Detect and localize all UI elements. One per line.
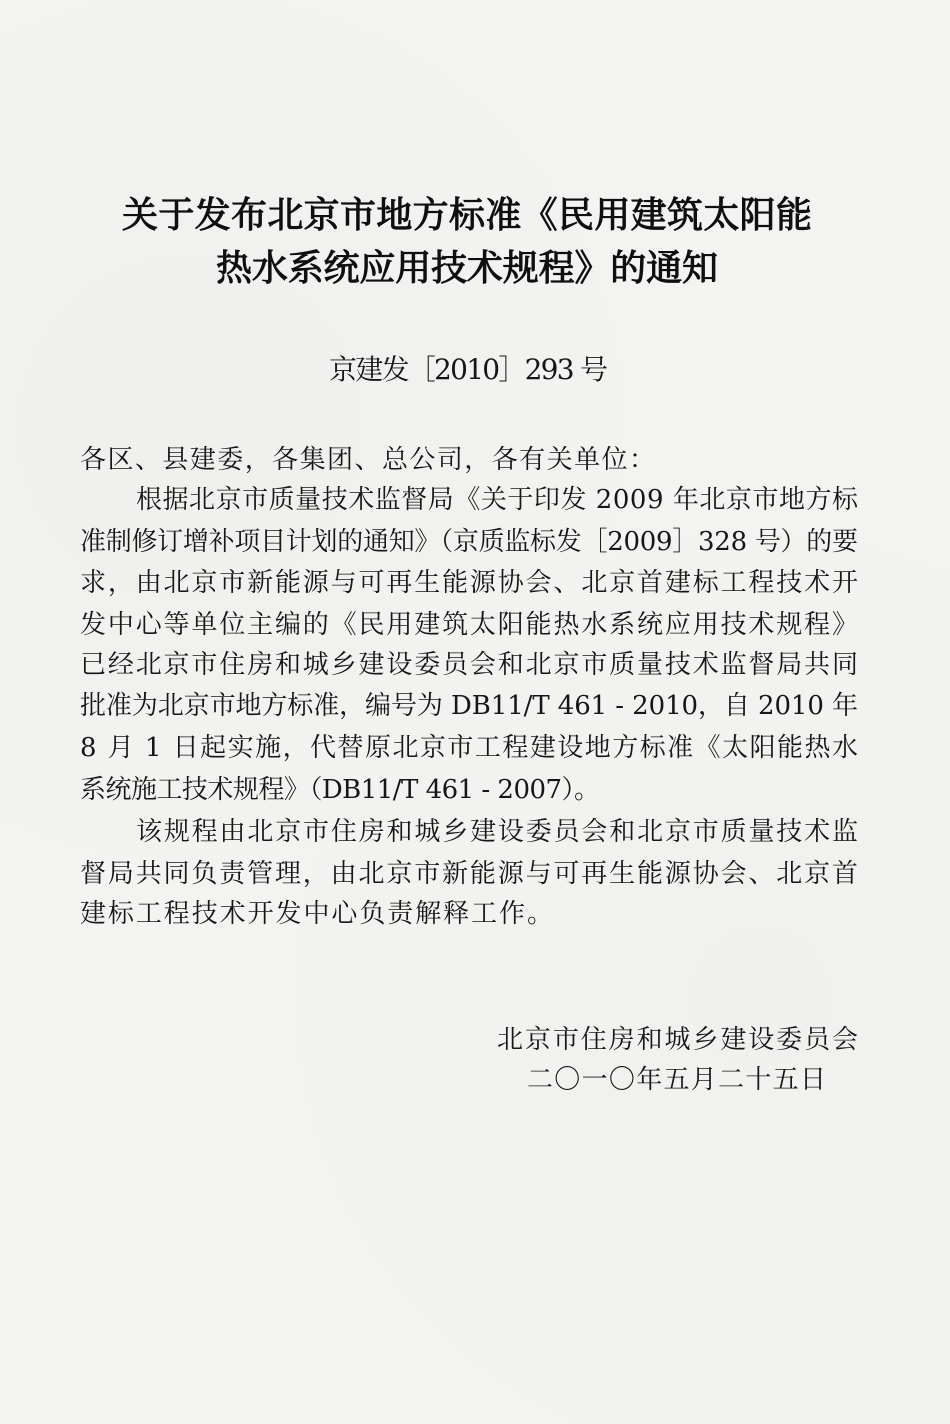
paragraph-1-line-1: 根据北京市质量技术监督局《关于印发 2009 年北京市地方标 bbox=[136, 485, 859, 515]
paragraph-1-line-6: 批准为北京市地方标准，编号为 DB11/T 461 - 2010，自 2010 年 bbox=[80, 691, 858, 721]
document-number: 京建发［2010］293 号 bbox=[329, 353, 607, 386]
salutation: 各区、县建委，各集团、总公司，各有关单位： bbox=[80, 445, 657, 475]
paragraph-1-line-7: 8 月 1 日起实施，代替原北京市工程建设地方标准《太阳能热水 bbox=[80, 733, 860, 763]
document-title-line-1: 关于发布北京市地方标准《民用建筑太阳能 bbox=[122, 194, 813, 236]
paragraph-1-line-4: 发中心等单位主编的《民用建筑太阳能热水系统应用技术规程》 bbox=[80, 610, 860, 640]
document-title-line-2: 热水系统应用技术规程》的通知 bbox=[216, 247, 718, 289]
paragraph-1-line-5: 已经北京市住房和城乡建设委员会和北京市质量技术监督局共同 bbox=[80, 650, 860, 680]
paragraph-2-line-1: 该规程由北京市住房和城乡建设委员会和北京市质量技术监 bbox=[136, 817, 860, 847]
paragraph-2-line-3: 建标工程技术开发中心负责解释工作。 bbox=[80, 899, 555, 929]
paragraph-1-line-3: 求，由北京市新能源与可再生能源协会、北京首建标工程技术开 bbox=[80, 568, 860, 598]
paragraph-1-line-2: 准制修订增补项目计划的通知》（京质监标发［2009］328 号）的要 bbox=[80, 527, 858, 557]
paragraph-2-line-2: 督局共同负责管理，由北京市新能源与可再生能源协会、北京首 bbox=[80, 859, 860, 889]
signature-issuer: 北京市住房和城乡建设委员会 bbox=[497, 1025, 860, 1055]
signature-date: 二〇一〇年五月二十五日 bbox=[527, 1065, 828, 1095]
paragraph-1-line-8: 系统施工技术规程》（DB11/T 461 - 2007）。 bbox=[80, 775, 600, 805]
